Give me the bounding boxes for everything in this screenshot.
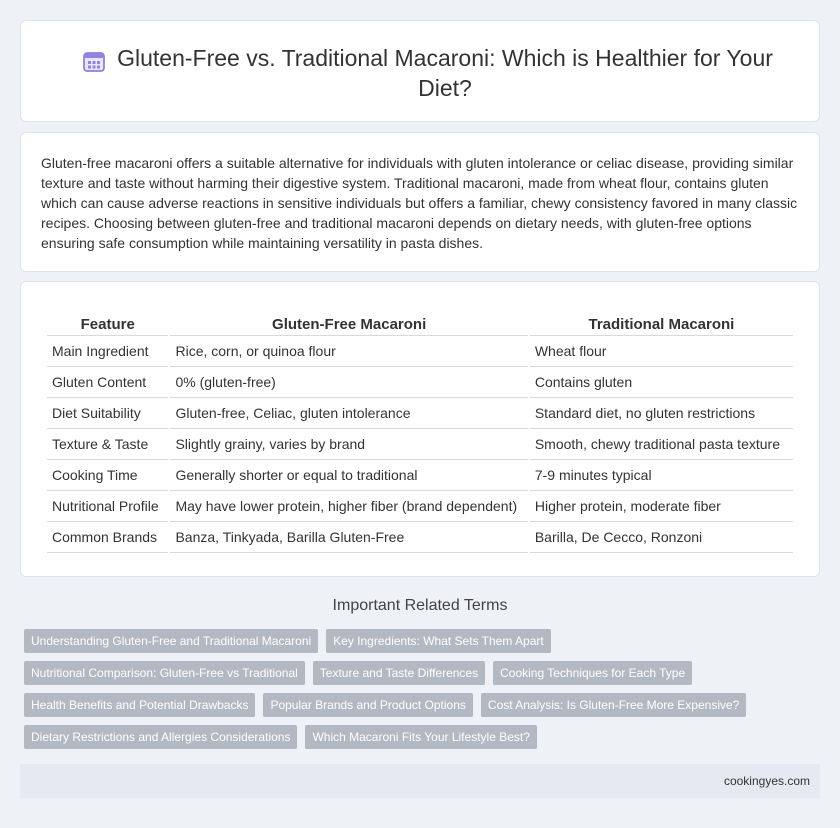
header-feature: Feature: [47, 310, 168, 336]
table-cell: Standard diet, no gluten restrictions: [530, 398, 793, 429]
table-row: [47, 336, 793, 367]
table-cell: Slightly grainy, varies by brand: [170, 429, 527, 460]
header-card: [20, 20, 820, 122]
comparison-table-card: [20, 281, 820, 577]
related-tag[interactable]: Cooking Techniques for Each Type: [493, 661, 692, 685]
tag-row: [24, 693, 824, 717]
table-cell: Higher protein, moderate fiber: [530, 491, 793, 522]
related-tag[interactable]: Health Benefits and Potential Drawbacks: [24, 693, 255, 717]
table-row: [47, 429, 793, 460]
table-row: [47, 491, 793, 522]
table-cell: 0% (gluten-free): [170, 367, 527, 398]
table-cell: 7-9 minutes typical: [530, 460, 793, 491]
related-tag[interactable]: Key Ingredients: What Sets Them Apart: [326, 629, 551, 653]
tag-row: [24, 725, 824, 749]
table-header-row: [47, 310, 793, 336]
footer: [20, 764, 820, 798]
tag-row: [24, 629, 824, 653]
table-cell: Gluten Content: [47, 367, 168, 398]
related-tag[interactable]: Nutritional Comparison: Gluten-Free vs Traditional: [24, 661, 305, 685]
table-cell: Contains gluten: [530, 367, 793, 398]
title-wrap: [61, 43, 789, 103]
table-cell: Main Ingredient: [47, 336, 168, 367]
related-tag[interactable]: Cost Analysis: Is Gluten-Free More Expensive?: [481, 693, 746, 717]
table-cell: Banza, Tinkyada, Barilla Gluten-Free: [170, 522, 527, 553]
table-cell: Wheat flour: [530, 336, 793, 367]
table-cell: Smooth, chewy traditional pasta texture: [530, 429, 793, 460]
page-title: Gluten-Free vs. Traditional Macaroni: Which is Healthier for Your Diet?: [117, 45, 773, 101]
header-traditional: Traditional Macaroni: [530, 310, 793, 336]
related-tag[interactable]: Understanding Gluten-Free and Traditional Macaroni: [24, 629, 318, 653]
related-tag[interactable]: Texture and Taste Differences: [313, 661, 485, 685]
intro-paragraph: Gluten-free macaroni offers a suitable alternative for individuals with gluten intolerance or celiac disease, providing similar texture and taste without harming their digestive system. Traditional macaroni, made from wheat flour, contains gluten which can cause adverse reactions in sensitive individuals but offers a familiar, chewy consistency favored in many classic recipes. Choosing between gluten-free and traditional macaroni depends on dietary needs, with gluten-free options ensuring safe consumption while maintaining versatility in pasta dishes.: [41, 155, 798, 251]
table-cell: Common Brands: [47, 522, 168, 553]
footer-site-link[interactable]: cookingyes.com: [723, 774, 810, 788]
table-cell: Texture & Taste: [47, 429, 168, 460]
related-terms-title: Important Related Terms: [332, 597, 508, 614]
table-cell: Generally shorter or equal to traditional: [170, 460, 527, 491]
table-row: [47, 398, 793, 429]
related-tag[interactable]: Which Macaroni Fits Your Lifestyle Best?: [305, 725, 536, 749]
table-cell: Diet Suitability: [47, 398, 168, 429]
related-terms-tags: [24, 629, 824, 757]
header-gluten-free: Gluten-Free Macaroni: [170, 310, 527, 336]
tag-row: [24, 661, 824, 685]
related-tag[interactable]: Popular Brands and Product Options: [263, 693, 472, 717]
comparison-table: [45, 310, 795, 553]
table-row: [47, 460, 793, 491]
table-cell: Barilla, De Cecco, Ronzoni: [530, 522, 793, 553]
related-tag[interactable]: Dietary Restrictions and Allergies Considerations: [24, 725, 297, 749]
table-cell: Gluten-free, Celiac, gluten intolerance: [170, 398, 527, 429]
table-cell: Cooking Time: [47, 460, 168, 491]
table-cell: Nutritional Profile: [47, 491, 168, 522]
intro-card: [20, 132, 820, 272]
calendar-icon: [83, 50, 105, 72]
table-cell: Rice, corn, or quinoa flour: [170, 336, 527, 367]
table-cell: May have lower protein, higher fiber (brand dependent): [170, 491, 527, 522]
table-row: [47, 522, 793, 553]
table-row: [47, 367, 793, 398]
